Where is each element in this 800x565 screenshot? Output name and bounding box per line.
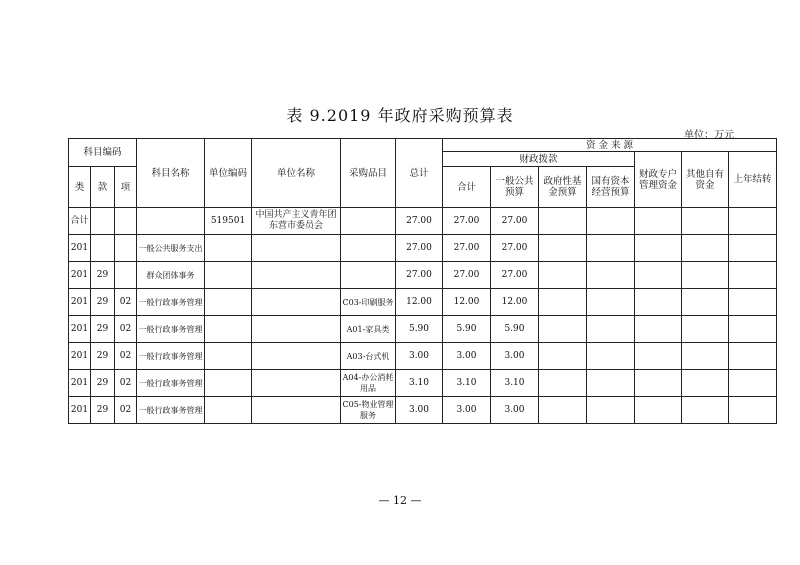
- cell-purchase-item: [341, 235, 396, 262]
- cell-kuan: 29: [91, 343, 115, 370]
- cell-lei: 201: [69, 235, 91, 262]
- cell-unit-name: [252, 316, 341, 343]
- cell-unit-code: [205, 235, 252, 262]
- cell-unit-name: [252, 289, 341, 316]
- cell-general-budget: 27.00: [491, 235, 539, 262]
- cell-unit-code: [205, 316, 252, 343]
- cell-lei: 201: [69, 343, 91, 370]
- cell-general-budget: 27.00: [491, 262, 539, 289]
- cell-xiang: 02: [115, 343, 137, 370]
- cell-state-capital: [587, 397, 635, 424]
- cell-purchase-item: C05-物业管理服务: [341, 397, 396, 424]
- cell-subtotal: 3.10: [443, 370, 491, 397]
- page-title: 表 9.2019 年政府采购预算表: [286, 106, 514, 125]
- cell-other-fund: [682, 316, 729, 343]
- cell-total: 3.00: [396, 397, 443, 424]
- table-row: [69, 208, 777, 235]
- cell-carryover: [729, 343, 777, 370]
- cell-subtotal: 5.90: [443, 316, 491, 343]
- cell-other-fund: [682, 235, 729, 262]
- cell-unit-name: [252, 235, 341, 262]
- cell-xiang: [115, 262, 137, 289]
- cell-lei: 201: [69, 397, 91, 424]
- table-row: [69, 289, 777, 316]
- cell-unit-name: [252, 343, 341, 370]
- header-other-fund: 其他自有资金: [682, 152, 729, 208]
- cell-subject-name: 群众团体事务: [137, 262, 205, 289]
- cell-subject-name: 一般行政事务管理: [137, 289, 205, 316]
- cell-state-capital: [587, 235, 635, 262]
- cell-kuan: 29: [91, 262, 115, 289]
- cell-other-fund: [682, 370, 729, 397]
- cell-subtotal: 27.00: [443, 235, 491, 262]
- cell-other-fund: [682, 343, 729, 370]
- cell-xiang: 02: [115, 370, 137, 397]
- cell-purchase-item: A01-家具类: [341, 316, 396, 343]
- cell-unit-code: [205, 262, 252, 289]
- header-lei: 类: [69, 167, 91, 208]
- cell-subject-name: 一般行政事务管理: [137, 316, 205, 343]
- header-kuan: 款: [91, 167, 115, 208]
- cell-subtotal: 3.00: [443, 397, 491, 424]
- cell-lei: 201: [69, 370, 91, 397]
- table-row: [69, 262, 777, 289]
- header-subject-code: 科目编码: [69, 139, 137, 167]
- cell-purchase-item: [341, 208, 396, 235]
- cell-special-fund: [635, 370, 682, 397]
- header-fund-source: 资 金 来 源: [443, 139, 777, 152]
- header-fiscal-allocation: 财政拨款: [443, 152, 635, 167]
- header-total: 总计: [396, 139, 443, 208]
- table-row: [69, 343, 777, 370]
- cell-subtotal: 27.00: [443, 208, 491, 235]
- cell-general-budget: 3.10: [491, 370, 539, 397]
- cell-gov-fund: [539, 316, 587, 343]
- cell-unit-code: [205, 397, 252, 424]
- cell-total: 3.10: [396, 370, 443, 397]
- cell-carryover: [729, 397, 777, 424]
- cell-unit-code: [205, 343, 252, 370]
- cell-state-capital: [587, 316, 635, 343]
- table-row: [69, 370, 777, 397]
- cell-kuan: 29: [91, 316, 115, 343]
- cell-special-fund: [635, 208, 682, 235]
- cell-purchase-item: A04-办公消耗用品: [341, 370, 396, 397]
- cell-general-budget: 3.00: [491, 397, 539, 424]
- cell-xiang: [115, 208, 137, 235]
- cell-gov-fund: [539, 289, 587, 316]
- cell-unit-name: [252, 397, 341, 424]
- table-row: [69, 316, 777, 343]
- cell-total: 5.90: [396, 316, 443, 343]
- cell-subtotal: 3.00: [443, 343, 491, 370]
- cell-other-fund: [682, 262, 729, 289]
- cell-kuan: 29: [91, 289, 115, 316]
- cell-subject-name: 一般行政事务管理: [137, 343, 205, 370]
- cell-total: 27.00: [396, 235, 443, 262]
- cell-unit-name: [252, 262, 341, 289]
- cell-xiang: 02: [115, 397, 137, 424]
- unit-label: 单位：万元: [684, 130, 734, 141]
- cell-special-fund: [635, 262, 682, 289]
- header-carryover: 上年结转: [729, 152, 777, 208]
- cell-general-budget: 5.90: [491, 316, 539, 343]
- cell-other-fund: [682, 289, 729, 316]
- header-gov-fund: 政府性基金预算: [539, 167, 587, 208]
- cell-subject-name: 一般行政事务管理: [137, 397, 205, 424]
- header-state-capital: 国有资本经营预算: [587, 167, 635, 208]
- cell-state-capital: [587, 370, 635, 397]
- cell-carryover: [729, 235, 777, 262]
- cell-subtotal: 27.00: [443, 262, 491, 289]
- cell-gov-fund: [539, 343, 587, 370]
- cell-gov-fund: [539, 397, 587, 424]
- cell-general-budget: 12.00: [491, 289, 539, 316]
- header-subtotal: 合计: [443, 167, 491, 208]
- cell-state-capital: [587, 262, 635, 289]
- table-row: [69, 397, 777, 424]
- cell-other-fund: [682, 397, 729, 424]
- cell-kuan: [91, 235, 115, 262]
- cell-state-capital: [587, 208, 635, 235]
- cell-total: 12.00: [396, 289, 443, 316]
- cell-state-capital: [587, 343, 635, 370]
- table-row: [69, 235, 777, 262]
- cell-gov-fund: [539, 208, 587, 235]
- cell-gov-fund: [539, 370, 587, 397]
- cell-subject-name: 一般公共服务支出: [137, 235, 205, 262]
- cell-xiang: [115, 235, 137, 262]
- cell-special-fund: [635, 343, 682, 370]
- cell-unit-code: 519501: [205, 208, 252, 235]
- cell-total: 3.00: [396, 343, 443, 370]
- cell-subject-name: [137, 208, 205, 235]
- cell-gov-fund: [539, 235, 587, 262]
- cell-xiang: 02: [115, 316, 137, 343]
- cell-lei: 201: [69, 262, 91, 289]
- cell-special-fund: [635, 289, 682, 316]
- cell-unit-code: [205, 289, 252, 316]
- cell-carryover: [729, 208, 777, 235]
- cell-purchase-item: A03-台式机: [341, 343, 396, 370]
- cell-state-capital: [587, 289, 635, 316]
- header-unit-name: 单位名称: [252, 139, 341, 208]
- procurement-budget-table: [68, 138, 777, 424]
- cell-special-fund: [635, 235, 682, 262]
- header-special-fund: 财政专户管理资金: [635, 152, 682, 208]
- cell-carryover: [729, 370, 777, 397]
- cell-general-budget: 27.00: [491, 208, 539, 235]
- cell-purchase-item: [341, 262, 396, 289]
- cell-general-budget: 3.00: [491, 343, 539, 370]
- cell-total: 27.00: [396, 208, 443, 235]
- cell-unit-name: 中国共产主义青年团东营市委员会: [252, 208, 341, 235]
- page-number: — 12 —: [378, 494, 422, 507]
- cell-unit-name: [252, 370, 341, 397]
- cell-special-fund: [635, 397, 682, 424]
- header-purchase-item: 采购品目: [341, 139, 396, 208]
- cell-subtotal: 12.00: [443, 289, 491, 316]
- cell-carryover: [729, 289, 777, 316]
- cell-carryover: [729, 262, 777, 289]
- cell-other-fund: [682, 208, 729, 235]
- cell-special-fund: [635, 316, 682, 343]
- header-subject-name: 科目名称: [137, 139, 205, 208]
- cell-xiang: 02: [115, 289, 137, 316]
- cell-kuan: [91, 208, 115, 235]
- header-unit-code: 单位编码: [205, 139, 252, 208]
- cell-unit-code: [205, 370, 252, 397]
- cell-subject-name: 一般行政事务管理: [137, 370, 205, 397]
- cell-kuan: 29: [91, 397, 115, 424]
- cell-purchase-item: C03-印刷服务: [341, 289, 396, 316]
- cell-carryover: [729, 316, 777, 343]
- cell-lei: 201: [69, 316, 91, 343]
- cell-gov-fund: [539, 262, 587, 289]
- header-xiang: 项: [115, 167, 137, 208]
- cell-lei: 201: [69, 289, 91, 316]
- cell-lei: 合计: [69, 208, 91, 235]
- header-general-budget: 一般公共预算: [491, 167, 539, 208]
- cell-kuan: 29: [91, 370, 115, 397]
- cell-total: 27.00: [396, 262, 443, 289]
